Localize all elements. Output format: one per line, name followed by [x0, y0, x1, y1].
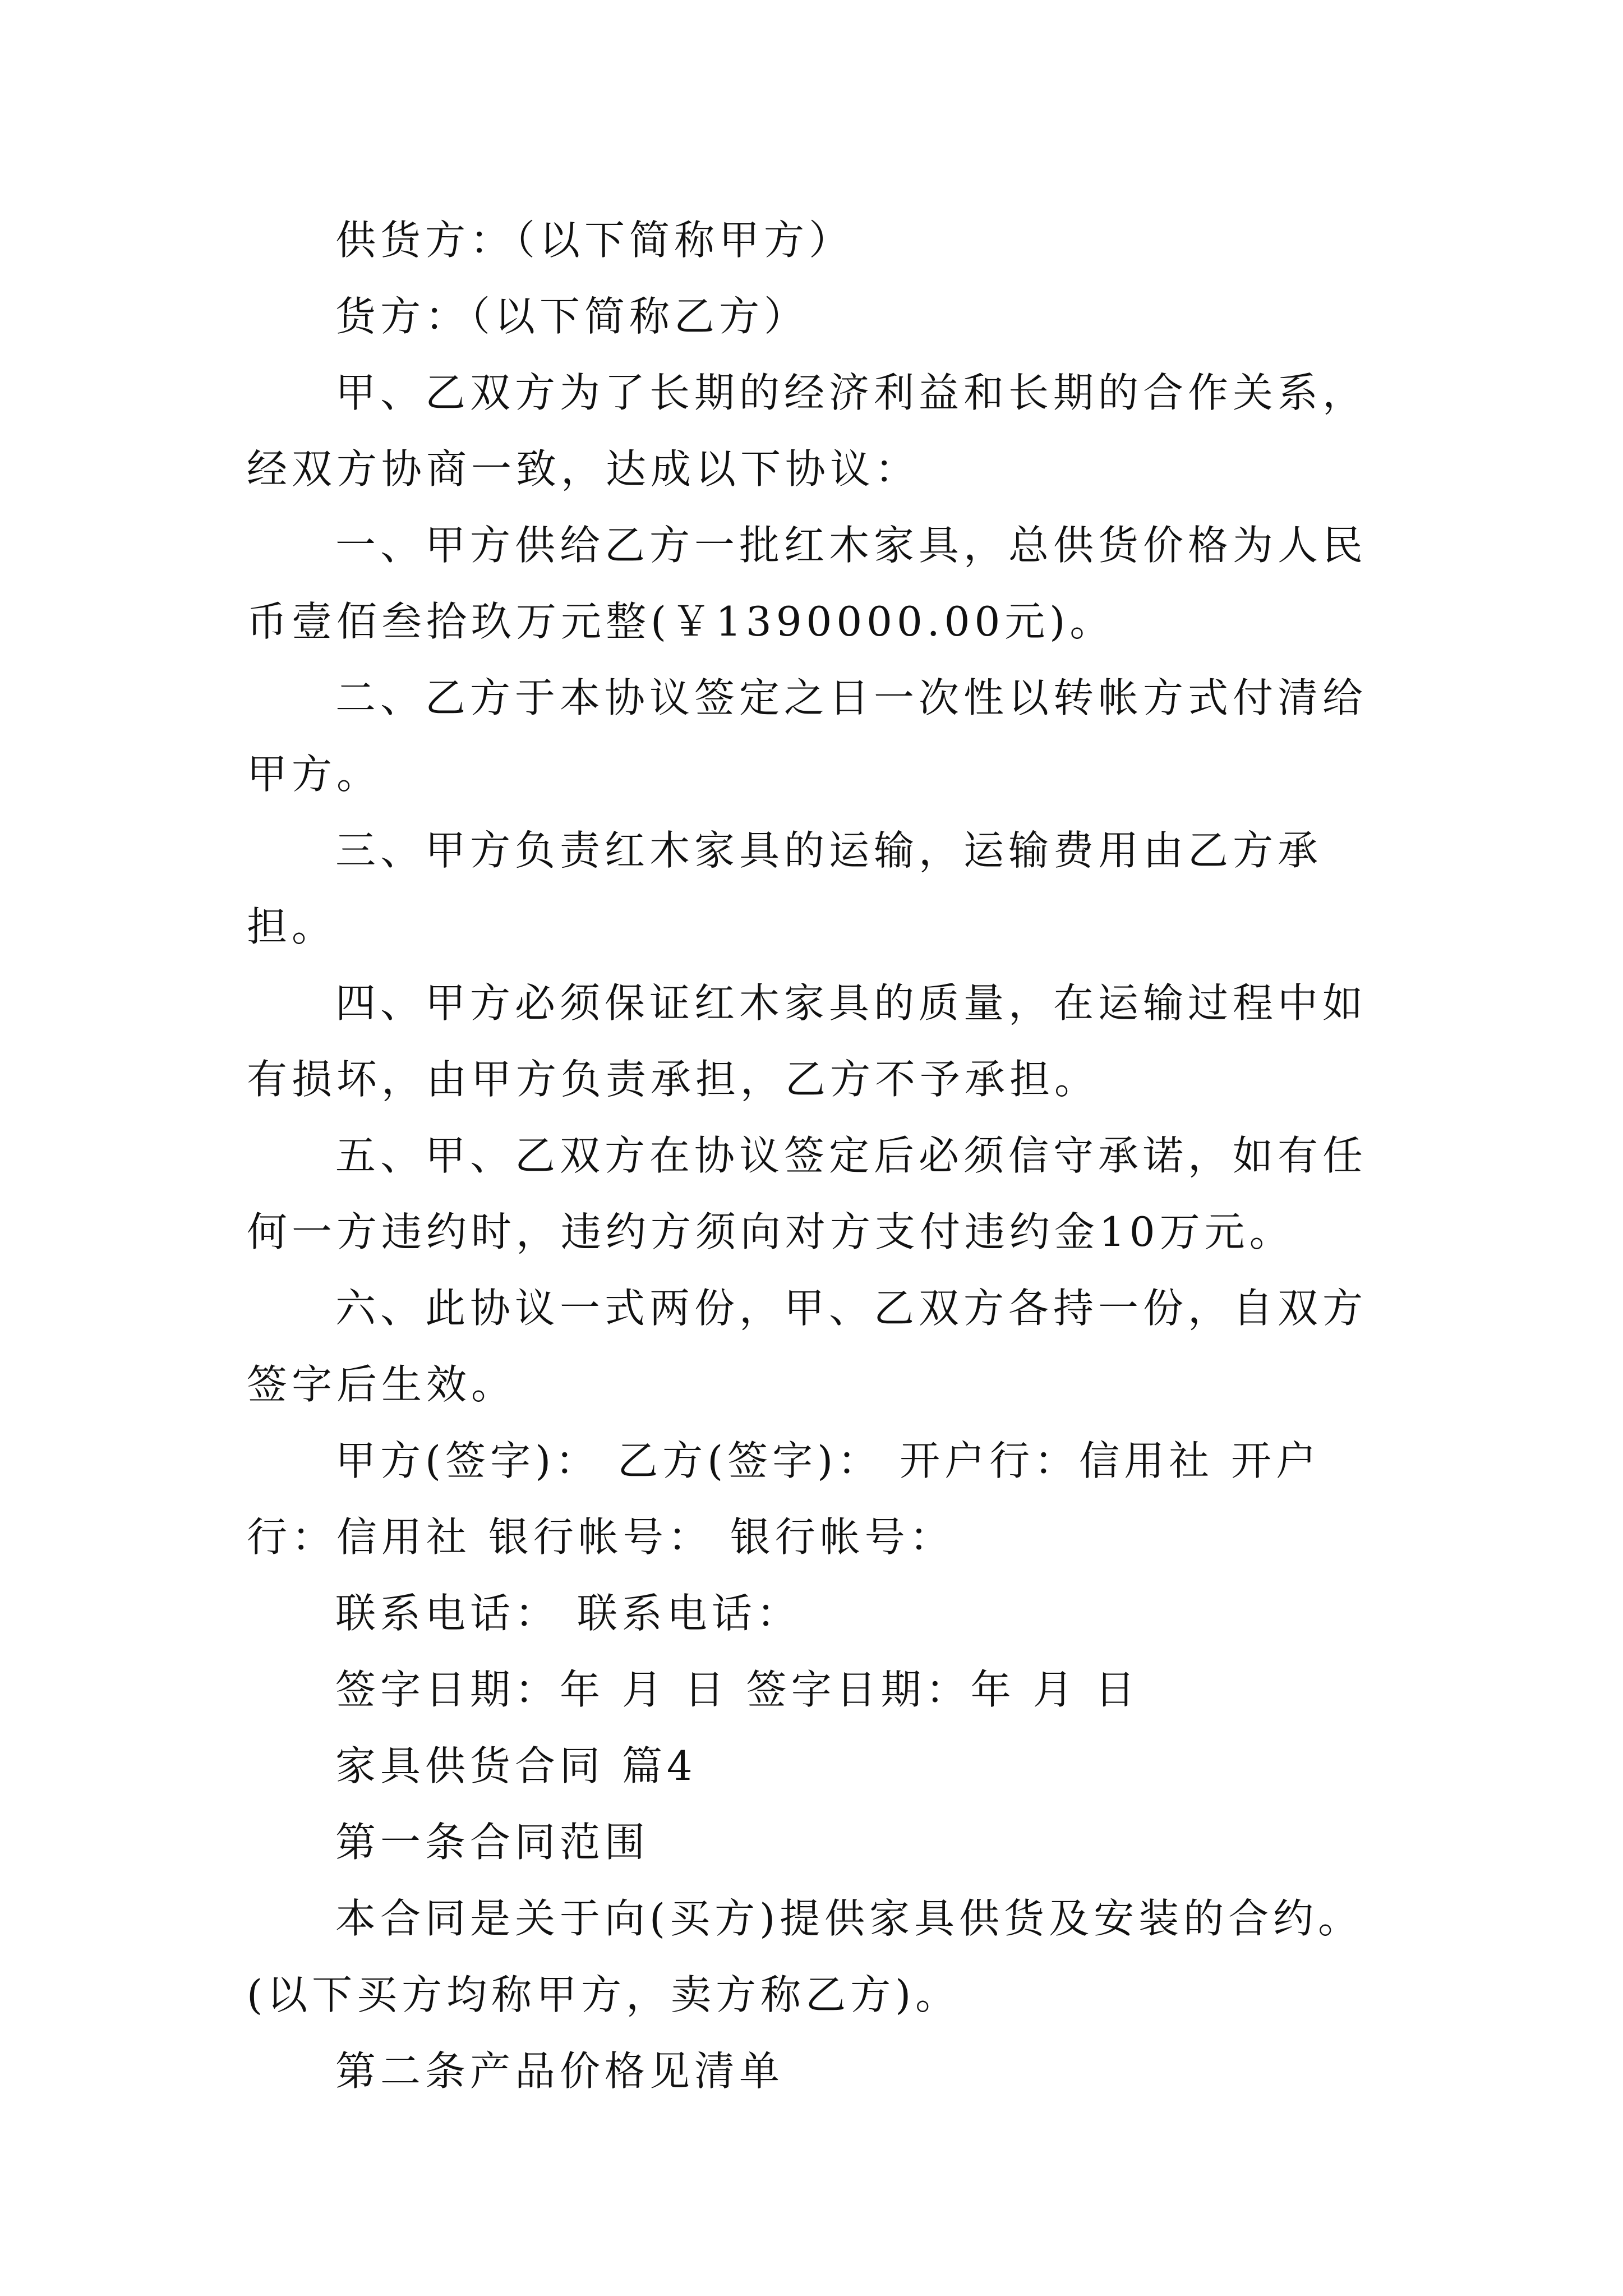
clause-4: 四、甲方必须保证红木家具的质量，在运输过程中如有损坏，由甲方负责承担，乙方不予承担。 [247, 979, 1368, 1103]
clause-1: 一、甲方供给乙方一批红木家具，总供货价格为人民币壹佰叁拾玖万元整(￥1390000.00元)。 [247, 522, 1368, 645]
contact-phone-line: 联系电话： 联系电话： [335, 1590, 801, 1637]
clause-2: 二、乙方于本协议签定之日一次性以转帐方式付清给甲方。 [247, 674, 1368, 798]
preamble-paragraph: 甲、乙双方为了长期的经济利益和长期的合作关系，经双方协商一致，达成以下协议： [247, 369, 1368, 493]
article-1-title: 第一条合同范围 [335, 1819, 650, 1866]
signature-bank-info: 甲方(签字)： 乙方(签字)： 开户行：信用社 开户行：信用社 银行帐号： 银行帐号： [247, 1437, 1321, 1561]
document-body [247, 202, 1391, 2109]
supplier-line: 供货方：（以下简称甲方） [335, 217, 854, 264]
clause-3: 三、甲方负责红木家具的运输，运输费用由乙方承担。 [247, 827, 1323, 950]
buyer-line: 货方：（以下简称乙方） [335, 293, 809, 340]
article-2-title: 第二条产品价格见清单 [335, 2047, 785, 2095]
clause-5: 五、甲、乙双方在协议签定后必须信守承诺，如有任何一方违约时，违约方须向对方支付违约金10万元。 [247, 1132, 1368, 1255]
section-heading: 家具供货合同 篇4 [335, 1742, 697, 1789]
article-1-body: 本合同是关于向(买方)提供家具供货及安装的合约。(以下买方均称甲方，卖方称乙方)。 [247, 1895, 1363, 2018]
clause-6: 六、此协议一式两份，甲、乙双方各持一份，自双方签字后生效。 [247, 1285, 1368, 1408]
signing-date-line: 签字日期：年 月 日 签字日期：年 月 日 [335, 1666, 1140, 1713]
